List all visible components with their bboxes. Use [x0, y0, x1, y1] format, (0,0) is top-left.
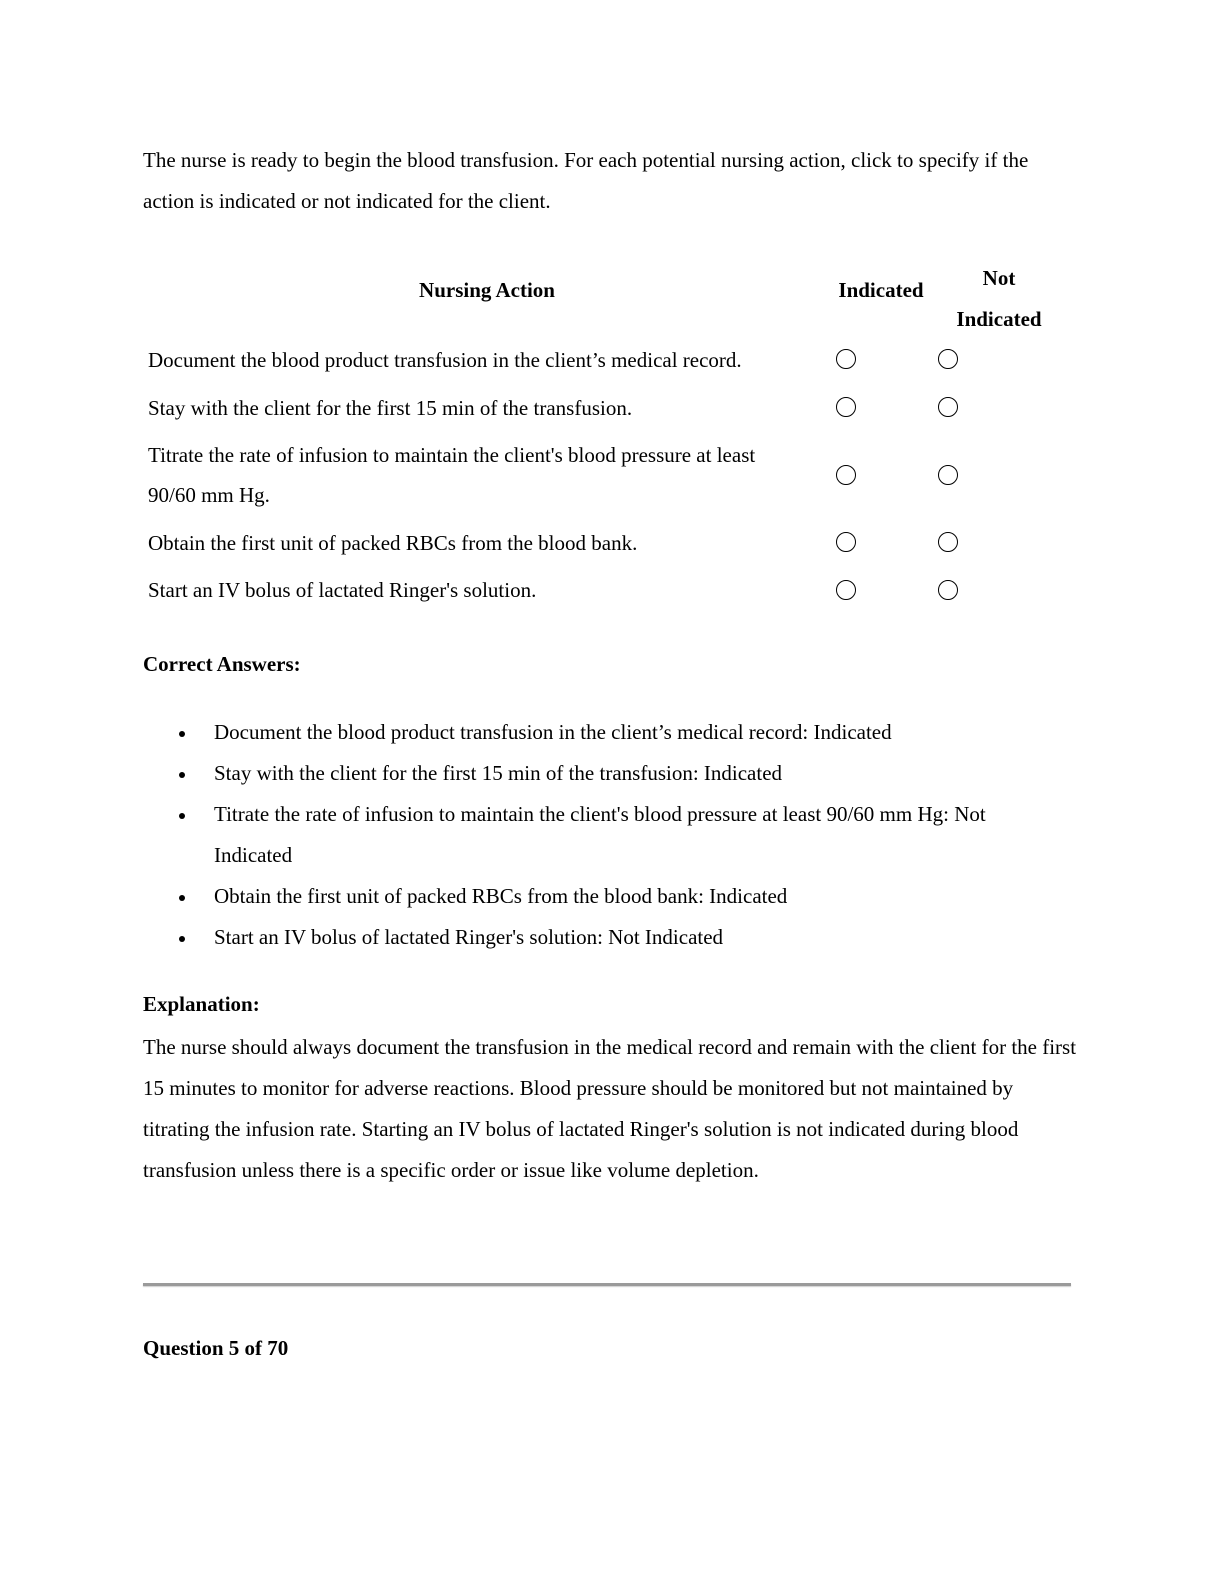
bullet-icon: [179, 936, 185, 942]
header-not-indicated-line1: Not: [982, 266, 1016, 290]
list-item: [143, 712, 1064, 753]
list-item: [143, 917, 1064, 958]
radio-not-indicated[interactable]: [938, 580, 958, 600]
question-prompt: The nurse is ready to begin the blood transfusion. For each potential nursing action, click to specify if the action is indicated or not indicated for the client.: [143, 148, 1029, 213]
correct-answers-heading: Correct Answers:: [143, 652, 301, 676]
header-nursing-action: Nursing Action: [419, 278, 555, 302]
table-row-action: Stay with the client for the first 15 min of the transfusion.: [148, 396, 633, 420]
radio-not-indicated[interactable]: [938, 397, 958, 417]
list-item: [143, 753, 1064, 794]
radio-not-indicated[interactable]: [938, 532, 958, 552]
bullet-icon: [179, 731, 185, 737]
bullet-icon: [179, 772, 185, 778]
radio-not-indicated[interactable]: [938, 349, 958, 369]
bullet-icon: [179, 813, 185, 819]
correct-answers-list: [143, 712, 1073, 958]
table-row-action: Start an IV bolus of lactated Ringer's solution.: [148, 578, 537, 602]
radio-indicated[interactable]: [836, 465, 856, 485]
header-not-indicated: [944, 258, 1054, 340]
answer-text: Stay with the client for the first 15 min of the transfusion: Indicated: [214, 761, 783, 785]
explanation-text: The nurse should always document the transfusion in the medical record and remain with the client for the first 15 minutes to monitor for adverse reactions. Blood pressure should be monitored but not maintained by titrating the infusion rate. Starting an IV bolus of lactated Ringer's solution is not indicated during blood transfusion unless there is a specific order or issue like volume depletion.: [143, 1035, 1077, 1182]
table-row-action: Document the blood product transfusion in the client’s medical record.: [148, 348, 742, 372]
radio-indicated[interactable]: [836, 349, 856, 369]
list-item: [143, 794, 1064, 876]
answer-text: Start an IV bolus of lactated Ringer's solution: Not Indicated: [214, 925, 724, 949]
section-divider: [143, 1283, 1071, 1286]
answer-text: Obtain the first unit of packed RBCs from the blood bank: Indicated: [214, 884, 788, 908]
list-item: [143, 876, 1064, 917]
table-row-action: Titrate the rate of infusion to maintain the client's blood pressure at least 90/60 mm Hg.: [148, 443, 756, 507]
radio-not-indicated[interactable]: [938, 465, 958, 485]
question-counter: Question 5 of 70: [143, 1336, 289, 1360]
explanation-heading: Explanation:: [143, 992, 260, 1016]
answer-text: Document the blood product transfusion in the client’s medical record: Indicated: [214, 720, 892, 744]
radio-indicated[interactable]: [836, 532, 856, 552]
bullet-icon: [179, 895, 185, 901]
table-row-action: Obtain the first unit of packed RBCs from the blood bank.: [148, 531, 638, 555]
radio-indicated[interactable]: [836, 397, 856, 417]
radio-indicated[interactable]: [836, 580, 856, 600]
header-indicated: Indicated: [838, 278, 924, 302]
header-not-indicated-line2: Indicated: [956, 307, 1042, 331]
answer-text: Titrate the rate of infusion to maintain the client's blood pressure at least 90/60 mm Hg: Not Indicated: [214, 802, 986, 867]
